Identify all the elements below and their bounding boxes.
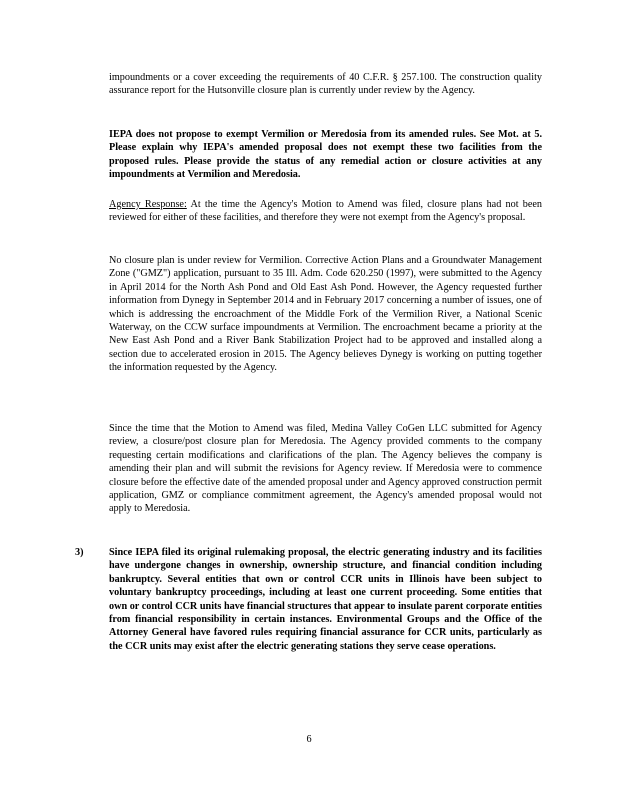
item-3-paragraph: Since IEPA filed its original rulemaking proposal, the electric generating industry and its facilities have undergone changes in ownership, ownership structure, and financial condition including bankruptcy. Several entities that own or control CCR units in Illinois have been subject to voluntary bankruptcy proceedings, including at least one current proceeding. Some entities that own or control CCR units have financial structures that appear to insulate parent corporate entities from financial responsibility in certain instances. Environmental Groups and the Office of the Attorney General have favored rules requiring financial assurance for CCR units, particularly as the CCR units may exist after the electric generating stations they serve cease operations. xyxy=(109,547,542,652)
paragraph-continuation: impoundments or a cover exceeding the requirements of 40 C.F.R. § 257.100. The construction quality assurance report for the Hutsonville closure plan is currently under review by the Agency. xyxy=(109,72,542,97)
item-number: 3) xyxy=(75,547,84,558)
agency-response-paragraph xyxy=(109,198,542,225)
question-paragraph: IEPA does not propose to exempt Vermilion or Meredosia from its amended rules. See Mot. at 5. Please explain why IEPA's amended proposal does not exempt these two facilities from the proposed rules. Please provide the status of any remedial action or closure activities at any impoundments at Vermilion and Meredosia. xyxy=(109,129,542,181)
agency-response-text: At the time the Agency's Motion to Amend was filed, closure plans had not been reviewed for either of these facilities, and therefore they were not exempt from the Agency's proposal. xyxy=(109,199,542,224)
meredosia-paragraph: Since the time that the Motion to Amend was filed, Medina Valley CoGen LLC submitted for Agency review, a closure/post closure plan for Meredosia. The Agency provided comments to the company requesting certain modifications and clarifications of the plan. The Agency believes the company is amending their plan and will submit the revisions for Agency review. If Meredosia were to commence closure before the effective date of the amended proposal under and Agency approved construction permit application, GMZ or compliance commitment agreement, the Agency's amended proposal would not apply to Meredosia. xyxy=(109,423,542,515)
page-number: 6 xyxy=(306,734,312,745)
vermilion-paragraph: No closure plan is under review for Vermilion. Corrective Action Plans and a Groundwater Management Zone ("GMZ") application, pursuant to 35 Ill. Adm. Code 620.250 (1997), were submitted to the Agency in April 2014 for the North Ash Pond and Old East Ash Pond. However, the Agency requested further information from Dynegy in September 2014 and in February 2017 concerning a number of issues, one of which is addressing the encroachment of the Middle Fork of the Vermilion River, a National Scenic Waterway, on the CCW surface impoundments at Vermilion. The encroachment became a priority at the New East Ash Pond and a River Bank Stabilization Project had to be approved and installed along a section due to accelerated erosion in 2015. The Agency believes Dynegy is working on putting together the information requested by the Agency. xyxy=(109,255,542,374)
agency-response-label: Agency Response: xyxy=(109,199,187,210)
